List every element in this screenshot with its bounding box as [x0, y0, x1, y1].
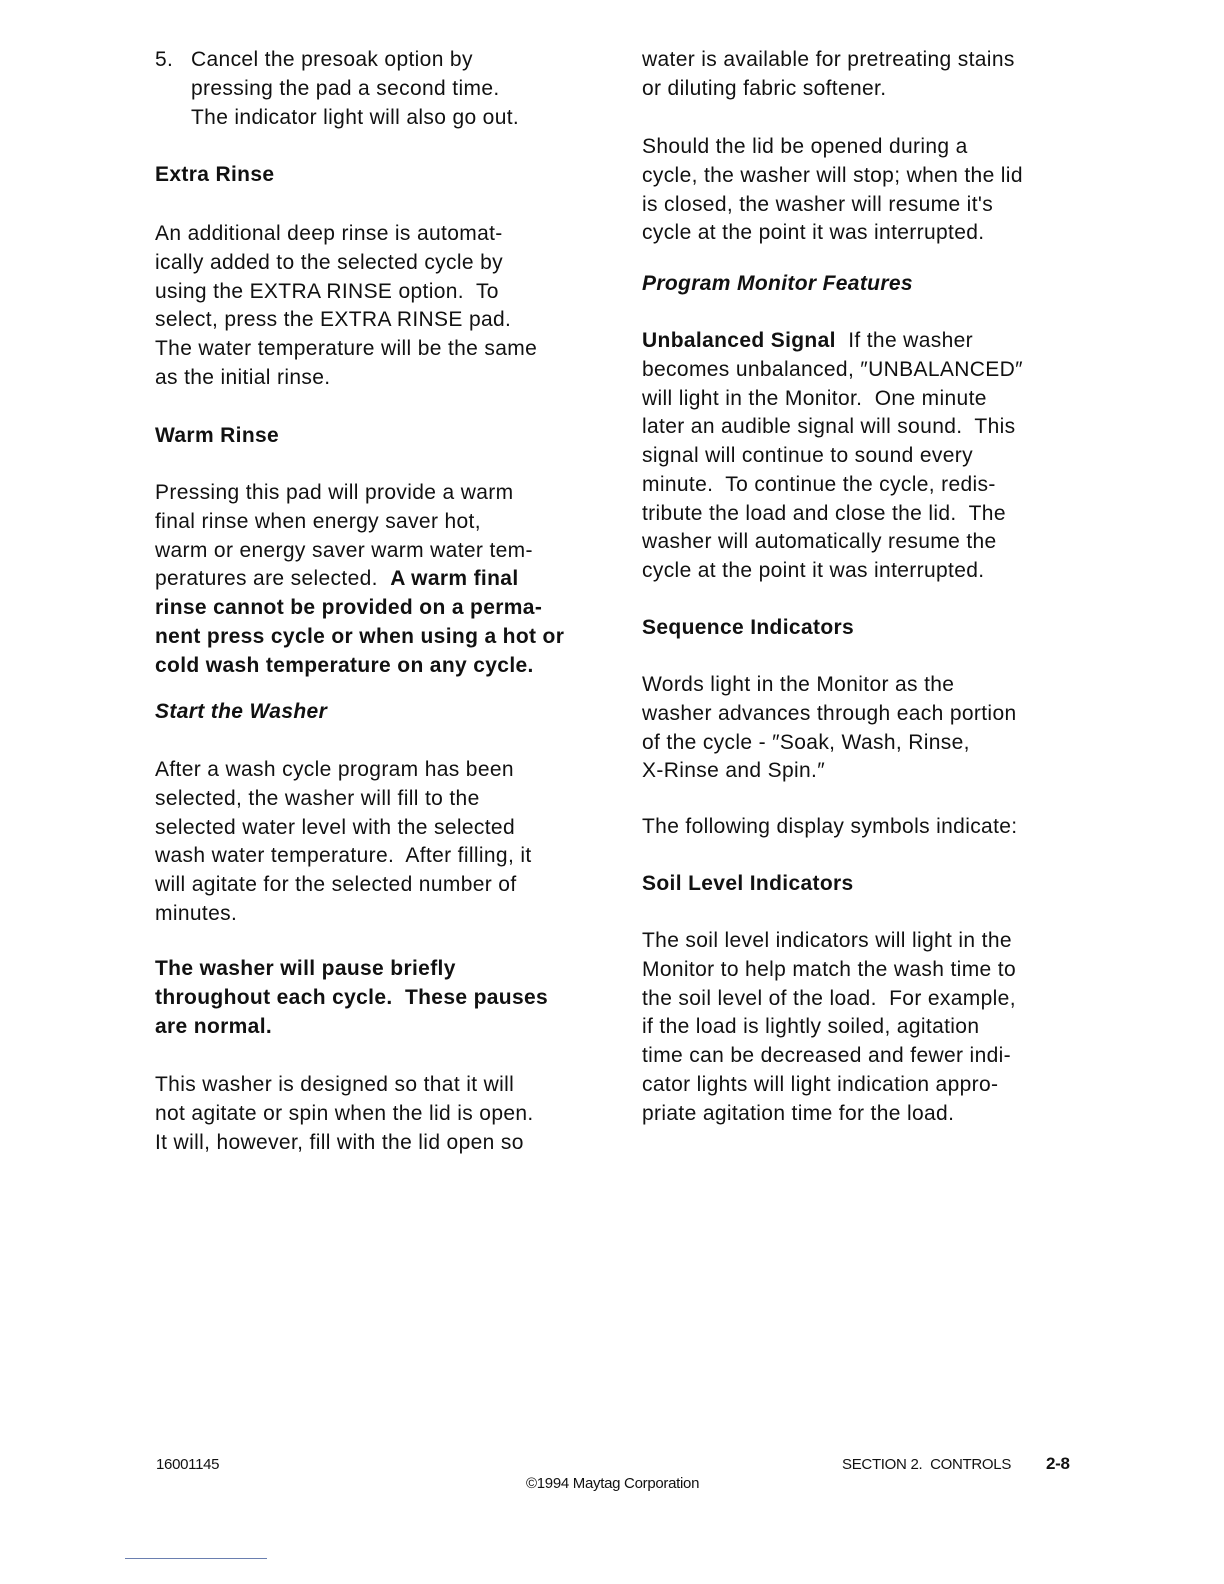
bold-text: A warm final — [390, 567, 519, 591]
page-number: 2-8 — [1046, 1454, 1070, 1473]
bold-text: Unbalanced Signal — [642, 329, 836, 352]
text-line — [642, 386, 987, 412]
text-span: the soil level of the load. For example, — [642, 986, 1016, 1010]
bold-text: Warm Rinse — [155, 424, 280, 447]
text-line — [155, 1014, 272, 1040]
bold-text: are normal. — [155, 1014, 273, 1038]
bold-text: Soil Level Indicators — [642, 872, 854, 895]
text-line — [155, 872, 517, 898]
copyright: ©1994 Maytag Corporation — [526, 1475, 700, 1492]
text-line — [642, 414, 1016, 440]
bold-text: rinse cannot be provided on a perma- — [155, 596, 543, 619]
text-line — [642, 814, 1018, 840]
text-span: is closed, the washer will resume it's — [642, 192, 994, 216]
text-span: An additional deep rinse is automat- — [155, 222, 503, 245]
text-line — [155, 509, 481, 535]
text-line — [642, 957, 1016, 983]
text-line — [642, 986, 1016, 1012]
text-line — [155, 538, 533, 564]
text-span: as the initial rinse. — [155, 365, 331, 389]
text-line — [642, 220, 984, 246]
text-line — [155, 1072, 514, 1098]
text-span: priate agitation time for the load. — [642, 1101, 955, 1125]
text-line — [155, 815, 515, 841]
text-span: Cancel the presoak option by — [191, 48, 473, 71]
text-span: Monitor to help match the wash time to — [642, 957, 1016, 981]
heading — [642, 871, 854, 897]
bold-text: cold wash temperature on any cycle. — [155, 653, 534, 677]
bold-text: The washer will pause briefly — [155, 957, 456, 980]
text-span: The soil level indicators will light in the — [642, 929, 1012, 952]
text-line — [642, 558, 984, 584]
text-span: cator lights will light indication appro- — [642, 1072, 999, 1096]
bold-text: throughout each cycle. These pauses — [155, 985, 549, 1009]
text-span: After a wash cycle program has been — [155, 758, 514, 781]
text-line — [191, 76, 500, 102]
text-line — [155, 279, 499, 305]
heading — [155, 162, 274, 188]
text-span: will light in the Monitor. One minute — [642, 386, 987, 410]
text-span: if the load is lightly soiled, agitation — [642, 1015, 980, 1039]
text-span: final rinse when energy saver hot, — [155, 509, 481, 533]
bold-text: nent press cycle or when using a hot or — [155, 624, 565, 648]
text-span: pressing the pad a second time. — [191, 76, 500, 100]
text-line — [642, 357, 1023, 383]
text-line — [642, 163, 1023, 189]
text-line — [642, 758, 825, 784]
text-span: water is available for pretreating stains — [642, 48, 1015, 71]
text-line — [155, 250, 503, 276]
text-span: select, press the EXTRA RINSE pad. — [155, 308, 512, 332]
text-span: X-Rinse and Spin.″ — [642, 759, 825, 783]
text-line — [642, 701, 1017, 727]
text-line — [155, 653, 534, 679]
text-span: tribute the load and close the lid. The — [642, 501, 1006, 525]
text-line — [642, 730, 970, 756]
text-span: washer will automatically resume the — [642, 530, 997, 554]
bold-text: Sequence Indicators — [642, 616, 855, 639]
text-line — [642, 1014, 979, 1040]
text-span: Pressing this pad will provide a warm — [155, 481, 514, 504]
text-line — [642, 1101, 954, 1127]
text-span: later an audible signal will sound. This — [642, 415, 1016, 439]
text-span: or diluting fabric softener. — [642, 76, 887, 100]
text-line — [191, 47, 473, 73]
text-span: This washer is designed so that it will — [155, 1073, 515, 1096]
text-line — [155, 595, 542, 621]
text-span: Should the lid be opened during a — [642, 135, 968, 158]
text-line — [155, 566, 519, 592]
text-span: wash water temperature. After filling, it — [155, 844, 532, 868]
subheading — [642, 271, 913, 297]
text-line — [642, 472, 996, 498]
text-line — [155, 1101, 534, 1127]
text-span: It will, however, fill with the lid open so — [155, 1130, 524, 1154]
text-span: time can be decreased and fewer indi- — [642, 1044, 1011, 1067]
text-line — [642, 76, 886, 102]
text-line — [155, 901, 237, 927]
text-span: selected water level with the selected — [155, 815, 515, 839]
text-line — [155, 1130, 524, 1156]
text-span: washer advances through each portion — [642, 701, 1017, 725]
text-line — [155, 985, 548, 1011]
text-span: cycle at the point it was interrupted. — [642, 559, 985, 582]
text-line — [155, 365, 330, 391]
text-line — [642, 501, 1006, 527]
text-line — [155, 843, 532, 869]
text-span: signal will continue to sound every — [642, 444, 973, 467]
text-span: cycle, the washer will stop; when the lid — [642, 163, 1023, 187]
text-span: cycle at the point it was interrupted. — [642, 221, 985, 245]
text-line — [642, 1043, 1011, 1069]
text-line — [191, 105, 519, 131]
heading — [642, 615, 854, 641]
text-span: will agitate for the selected number of — [155, 873, 517, 896]
bold-text: Extra Rinse — [155, 163, 275, 186]
text-line — [155, 757, 514, 783]
italic-heading: Start the Washer — [155, 700, 328, 723]
heading — [155, 423, 279, 449]
text-line — [642, 672, 954, 698]
text-line — [155, 624, 564, 650]
section-label: SECTION 2. CONTROLS — [842, 1456, 1012, 1473]
text-span: The indicator light will also go out. — [191, 105, 520, 129]
text-span: of the cycle - ″Soak, Wash, Rinse, — [642, 730, 970, 754]
text-span: Words light in the Monitor as the — [642, 673, 955, 696]
text-line — [642, 443, 973, 469]
text-line — [155, 336, 537, 362]
text-line — [155, 956, 456, 982]
text-line — [155, 786, 480, 812]
text-span: minute. To continue the cycle, redis- — [642, 472, 996, 496]
text-span: selected, the washer will fill to the — [155, 786, 480, 810]
bottom-rule — [125, 1558, 267, 1559]
text-span: ically added to the selected cycle by — [155, 250, 503, 274]
text-span: not agitate or spin when the lid is open. — [155, 1101, 534, 1125]
subheading — [155, 699, 327, 725]
text-span: using the EXTRA RINSE option. To — [155, 279, 499, 303]
text-line — [642, 328, 973, 354]
text-line — [642, 47, 1015, 73]
text-line — [642, 1072, 998, 1098]
text-span: warm or energy saver warm water tem- — [155, 538, 533, 562]
list-number: 5. — [155, 48, 174, 71]
text-line — [642, 529, 997, 555]
italic-heading: Program Monitor Features — [642, 272, 913, 295]
text-line — [155, 307, 511, 333]
text-span: The following display symbols indicate: — [642, 815, 1018, 838]
text-line — [642, 192, 993, 218]
text-line — [642, 928, 1012, 954]
text-span: minutes. — [155, 901, 238, 925]
text-span: If the washer — [835, 329, 973, 352]
text-span: peratures are selected. — [155, 567, 391, 591]
text-span: becomes unbalanced, ″UNBALANCED″ — [642, 357, 1023, 381]
text-line — [642, 134, 968, 160]
text-line — [155, 221, 503, 247]
document-number: 16001145 — [156, 1456, 220, 1473]
text-line — [155, 480, 513, 506]
text-span: The water temperature will be the same — [155, 337, 538, 360]
